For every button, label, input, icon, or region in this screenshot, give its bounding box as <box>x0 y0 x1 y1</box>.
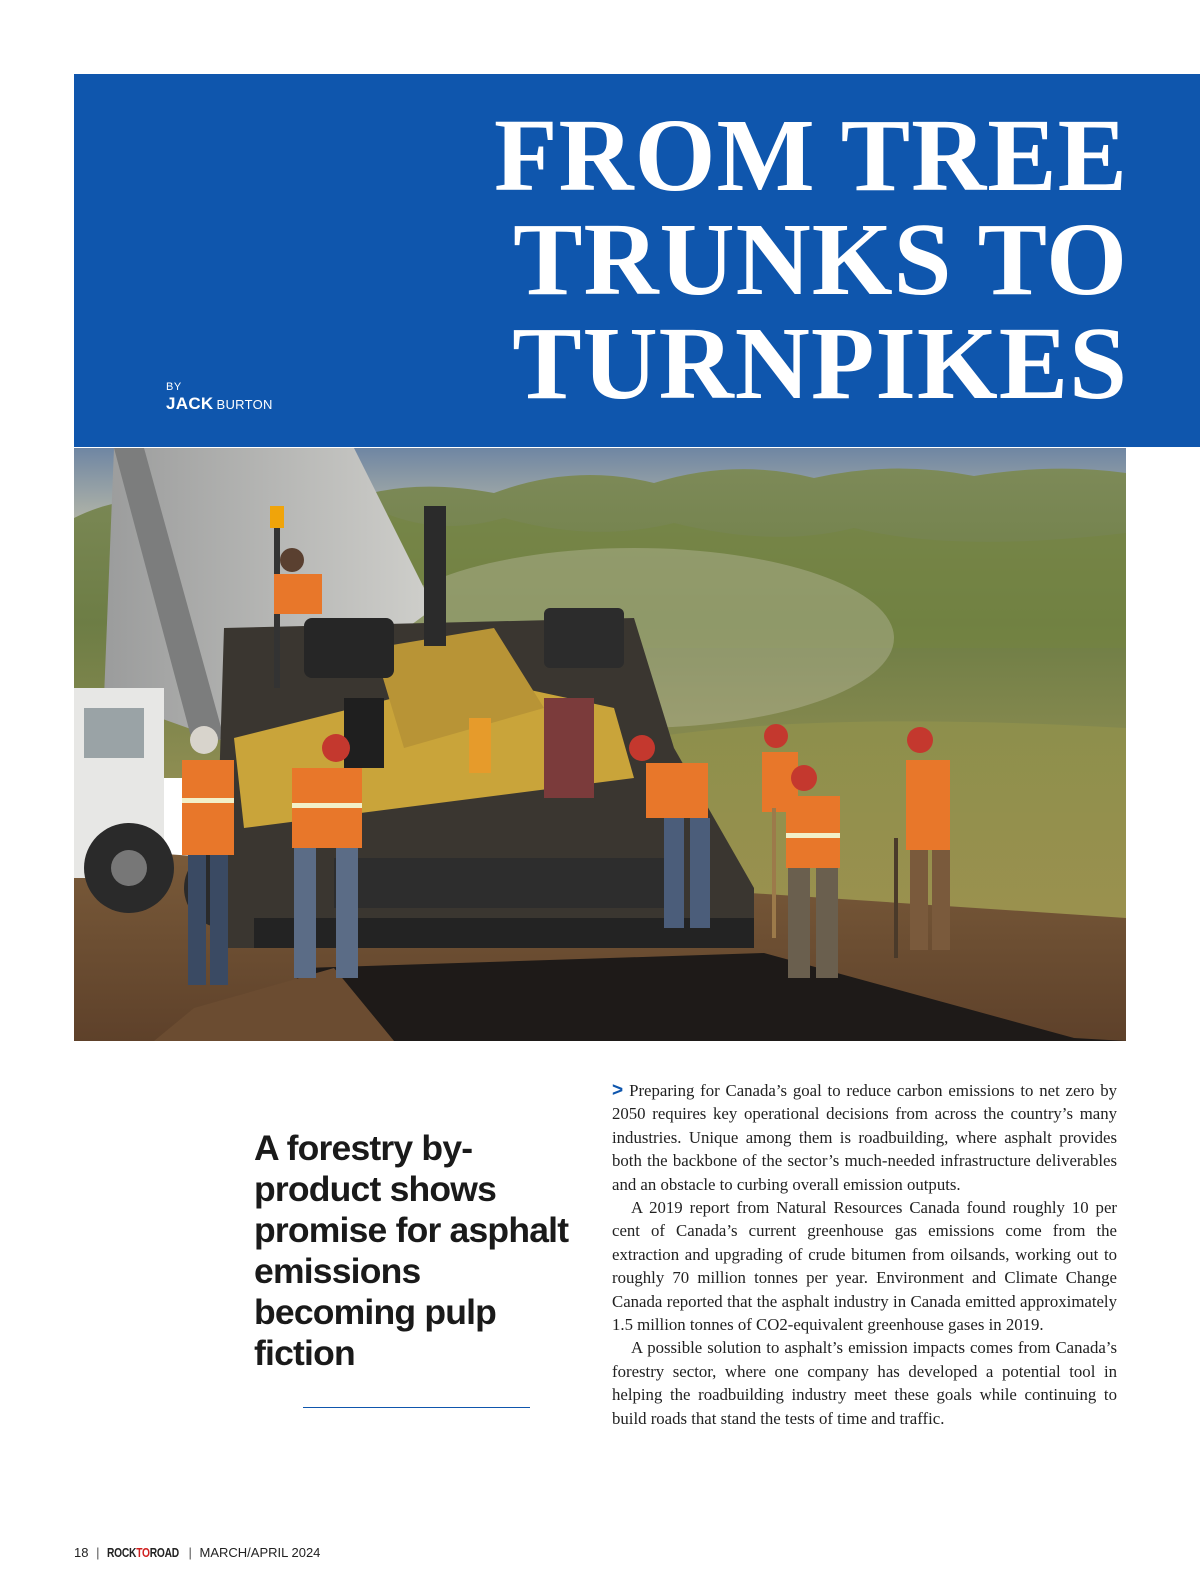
headline-line-1: FROM TREE <box>493 98 1128 213</box>
body-paragraph-1 <box>612 1079 1117 1196</box>
page-footer <box>74 1545 320 1560</box>
body-paragraph-2: A 2019 report from Natural Resources Canada found roughly 10 per cent of Canada’s current greenhouse gas emissions come from the extraction and upgrading of crude bitumen from oilsands, working out to roughly 70 million tonnes per year. Environment and Climate Change Canada reported that the asphalt industry in Canada emitted approximately 1.5 million tonnes of CO2-equivalent greenhouse gases in 2019. <box>612 1198 1117 1335</box>
page-number: 18 <box>74 1545 89 1560</box>
article-body <box>612 1079 1117 1430</box>
footer-separator-2: | <box>188 1545 192 1560</box>
body-paragraph-3: A possible solution to asphalt’s emission impacts comes from Canada’s forestry sector, where one company has developed a potential tool in helping the roadbuilding industry meet these goals while continuing to build roads that stand the tests of time and traffic. <box>612 1338 1117 1428</box>
footer-separator: | <box>96 1545 100 1560</box>
author-first-name: JACK <box>166 394 214 413</box>
logo-rock: ROCK <box>107 1546 137 1560</box>
header-band <box>74 74 1200 447</box>
deck-divider <box>303 1407 530 1408</box>
byline-prefix: BY <box>166 381 182 393</box>
chevron-right-icon: > <box>612 1080 624 1101</box>
headline-line-3: TURNPIKES <box>512 306 1128 421</box>
deck-subheadline: A forestry by-product shows promise for asphalt emissions becoming pulp fiction <box>254 1128 569 1373</box>
paragraph-text: Preparing for Canada’s goal to reduce carbon emissions to net zero by 2050 requires key operational decisions from across the country’s many industries. Unique among them is roadbuilding, where asphalt provides both the backbone of the sector’s much-needed infrastructure deliverables and an obstacle to curbing overall emission outputs. <box>612 1081 1117 1194</box>
headline-line-2: TRUNKS TO <box>513 202 1128 317</box>
byline <box>166 381 273 414</box>
magazine-logo <box>107 1546 179 1560</box>
issue-date: MARCH/APRIL 2024 <box>199 1545 321 1560</box>
logo-to: TO <box>136 1546 150 1560</box>
headline <box>493 98 1128 421</box>
author-last-name: BURTON <box>216 397 273 412</box>
paving-crew-photo <box>74 448 1126 1041</box>
logo-road: ROAD <box>149 1546 180 1560</box>
